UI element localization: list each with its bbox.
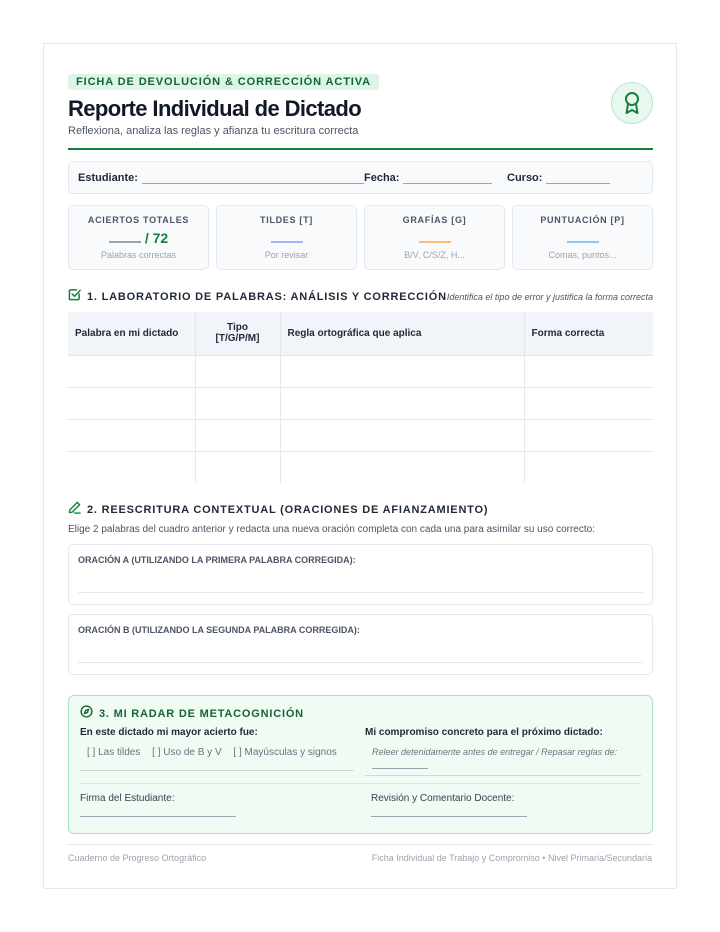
commitment-column [365,727,641,776]
table-row [68,419,653,451]
sentence-a-box[interactable] [68,544,653,605]
course-line [546,173,610,184]
student-name-field[interactable] [78,172,364,184]
footer-left: Cuaderno de Progreso Ortográfico [68,853,207,863]
compass-icon [80,705,93,723]
section-3-header [80,707,641,721]
success-column [80,727,354,771]
student-name-line [142,173,364,184]
section-2-title: 2. REESCRITURA CONTEXTUAL (ORACIONES DE AFIANZAMIENTO) [87,504,489,516]
column-header [195,312,280,355]
table-cell[interactable] [524,451,653,483]
stat-label: TILDES [T] [260,215,313,225]
course-label: Curso: [507,172,543,184]
student-info-bar [68,161,653,194]
option-b-v[interactable]: [ ] Uso de B y V [152,747,222,758]
stat-value-area[interactable] [217,228,356,246]
stat-total-value: / 72 [144,230,169,246]
stat-blank-line [419,241,451,243]
table-cell[interactable] [68,451,195,483]
stat-label: ACIERTOS TOTALES [87,215,190,225]
sentence-b-line [78,662,643,663]
table-cell[interactable] [524,387,653,419]
commitment-blank-line [372,759,428,769]
stat-blank-line [567,241,599,243]
student-name-label: Estudiante: [78,172,138,184]
stat-caption: Comas, puntos... [548,250,617,260]
column-header-type: Tipo [T/G/P/M] [215,322,260,345]
date-field[interactable] [364,172,492,184]
stat-card-tildes [216,205,357,270]
worksheet-page [43,43,677,889]
stat-caption: B/V, C/S/Z, H... [404,250,465,260]
page-title: Reporte Individual de Dictado [68,96,362,121]
section-2-header [68,503,653,517]
teacher-review-field[interactable] [371,793,527,817]
stat-card-puntuacion [512,205,653,270]
table-cell[interactable] [280,387,524,419]
table-row [68,355,653,387]
table-cell[interactable] [195,355,280,387]
header-divider [68,148,653,150]
table-cell[interactable] [68,419,195,451]
table-row [68,451,653,483]
table-cell[interactable] [524,419,653,451]
stat-caption: Palabras correctas [100,250,177,260]
footer [68,853,652,863]
table-row [68,387,653,419]
table-cell[interactable] [195,451,280,483]
date-line [403,173,492,184]
column-header: Palabra en mi dictado [68,312,195,355]
stat-caption: Por revisar [264,250,309,260]
success-options [80,747,354,771]
sentence-a-line [78,592,643,593]
worksheet-content [68,72,653,834]
option-tildes[interactable]: [ ] Las tildes [87,747,141,758]
stats-row [68,205,653,270]
table-cell[interactable] [195,387,280,419]
section-1-header [68,290,653,304]
award-icon [611,82,653,124]
stat-value-area[interactable] [513,228,652,246]
checkbox-icon [68,288,81,306]
course-field[interactable] [507,172,610,184]
footer-divider [68,844,652,845]
table-cell[interactable] [68,387,195,419]
header [68,72,653,137]
success-label: En este dictado mi mayor acierto fue: [80,727,258,738]
footer-right: Ficha Individual de Trabajo y Compromiso • Nivel Primaria/Secundaria [371,853,652,863]
commitment-field[interactable] [365,745,641,776]
table-cell[interactable] [68,355,195,387]
teacher-review-line [371,816,527,817]
student-signature-line [80,816,236,817]
section-2-description: Elige 2 palabras del cuadro anterior y redacta una nueva oración completa con cada una para asimilar su uso correcto: [68,524,595,535]
radar-divider [80,783,641,784]
table-cell[interactable] [280,355,524,387]
stat-value-area[interactable] [365,228,504,246]
sentence-b-label: ORACIÓN B (UTILIZANDO LA SEGUNDA PALABRA CORREGIDA): [78,625,360,635]
column-header: Forma correcta [524,312,653,355]
section-3-title: 3. MI RADAR DE METACOGNICIÓN [99,708,304,720]
date-label: Fecha: [364,172,400,184]
stat-blank-line [271,241,303,243]
sentence-b-box[interactable] [68,614,653,675]
stat-blank-line [109,241,141,243]
table-cell[interactable] [280,419,524,451]
header-badge: FICHA DE DEVOLUCIÓN & CORRECCIÓN ACTIVA [68,74,379,90]
page-subtitle: Reflexiona, analiza las reglas y afianza tu escritura correcta [68,125,359,137]
commitment-placeholder: Releer detenidamente antes de entregar / Repasar reglas de: [372,747,618,757]
sentence-a-label: ORACIÓN A (UTILIZANDO LA PRIMERA PALABRA CORREGIDA): [78,555,356,565]
table-cell[interactable] [280,451,524,483]
table-cell[interactable] [524,355,653,387]
stat-label: PUNTUACIÓN [P] [540,215,625,225]
commitment-label: Mi compromiso concreto para el próximo dictado: [365,727,603,738]
stat-value-area[interactable] [69,228,208,246]
table-cell[interactable] [195,419,280,451]
teacher-review-label: Revisión y Comentario Docente: [371,793,515,804]
section-1-title: 1. LABORATORIO DE PALABRAS: ANÁLISIS Y CORRECCIÓN [87,291,447,303]
student-signature-label: Firma del Estudiante: [80,793,175,804]
column-header: Regla ortográfica que aplica [280,312,524,355]
option-mayusculas[interactable]: [ ] Mayúsculas y signos [233,747,337,758]
student-signature-field[interactable] [80,793,236,817]
stat-card-total [68,205,209,270]
pencil-icon [68,501,81,519]
word-analysis-table [68,312,653,483]
metacognition-radar-box [68,695,653,834]
stat-label: GRAFÍAS [G] [402,215,467,225]
table-header-row [68,312,653,355]
stat-card-grafias [364,205,505,270]
section-1-note: Identifica el tipo de error y justifica la forma correcta [446,292,653,302]
